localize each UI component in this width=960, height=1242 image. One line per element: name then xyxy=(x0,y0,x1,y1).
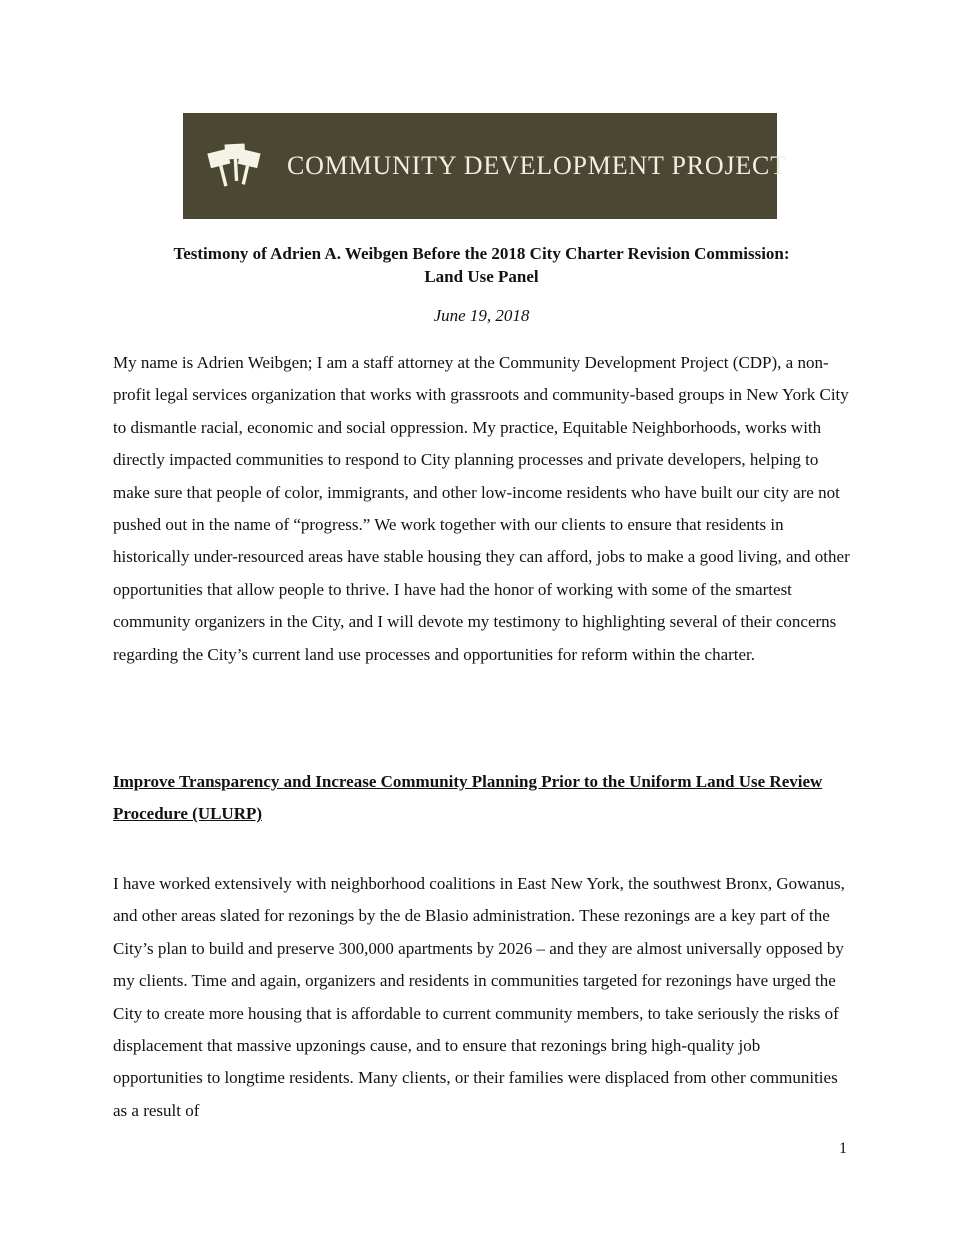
paragraph-intro: My name is Adrien Weibgen; I am a staff attorney at the Community Development Project (CDP), a non-profit legal services organization that works with grassroots and community-based groups in New York City to dismantle racial, economic and social oppression. My practice, Equitable Neighborhoods, works with directly impacted communities to respond to City planning processes and private developers, helping to make sure that people of color, immigrants, and other low-income residents who have built our city are not pushed out in the name of “progress.” We work together with our clients to ensure that residents in historically under-resourced areas have stable housing they can afford, jobs to make a good living, and other opportunities that allow people to thrive. I have had the honor of working with some of the smartest community organizers in the City, and I will devote my testimony to highlighting several of their concerns regarding the City’s current land use processes and opportunities for reform within the charter. xyxy=(113,353,850,664)
org-name: COMMUNITY DEVELOPMENT PROJECT xyxy=(287,151,787,180)
document-title xyxy=(113,242,850,288)
document-title-line2: Land Use Panel xyxy=(424,267,539,286)
document-title-line1: Testimony of Adrien A. Weibgen Before the 2018 City Charter Revision Commission: xyxy=(173,244,790,263)
paragraph-ulurp: I have worked extensively with neighborhood coalitions in East New York, the southwest Bronx, Gowanus, and other areas slated for rezonings by the de Blasio administration. These rezonings are a key part of the City’s plan to build and preserve 300,000 apartments by 2026 – and they are almost universally opposed by my clients. Time and again, organizers and residents in communities targeted for rezonings have urged the City to create more housing that is affordable to current community members, to take seriously the risks of displacement that massive upzonings cause, and to ensure that rezonings bring high-quality job opportunities to longtime residents. Many clients, or their families were displaced from other communities as a result of xyxy=(113,874,845,1120)
org-banner xyxy=(183,113,787,219)
picket-signs-icon xyxy=(205,138,265,194)
section-heading: Improve Transparency and Increase Community Planning Prior to the Uniform Land Use Review Procedure (ULURP) xyxy=(113,772,823,824)
document-date: June 19, 2018 xyxy=(433,306,530,325)
page-number: 1 xyxy=(839,1140,847,1157)
